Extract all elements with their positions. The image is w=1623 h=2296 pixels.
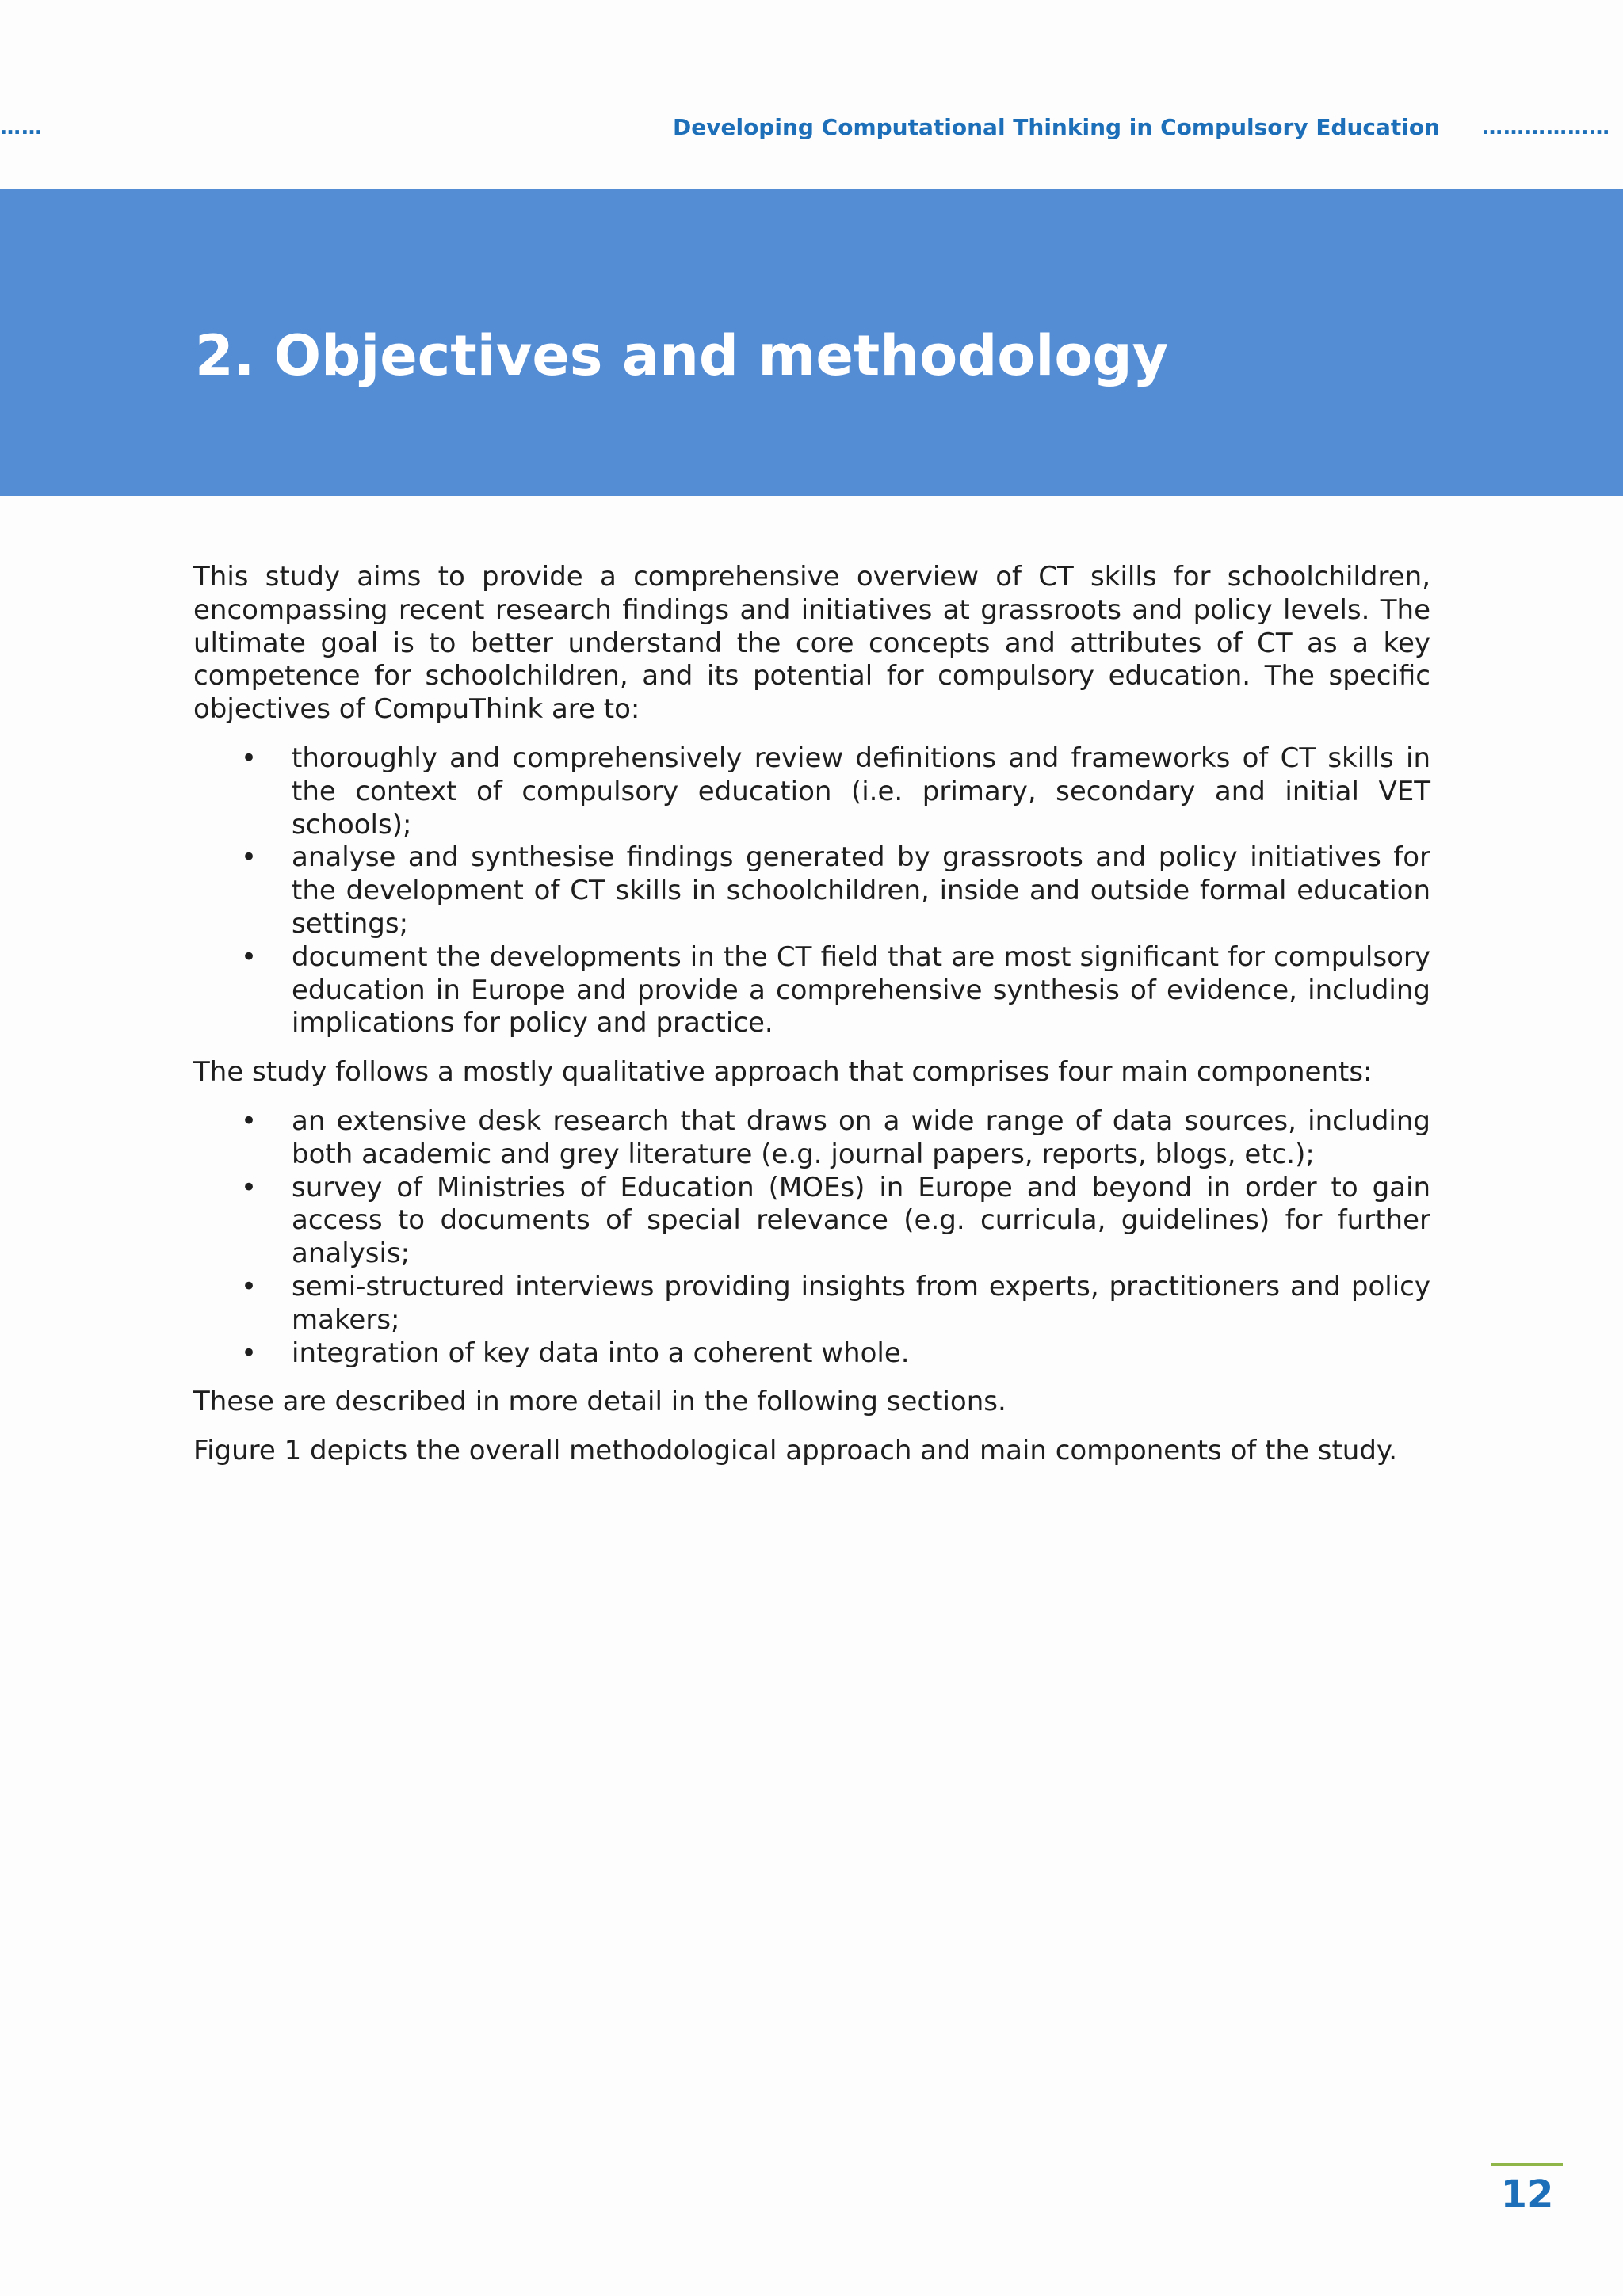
bullet-icon: • (241, 742, 258, 774)
components-list (193, 1105, 1430, 1370)
objectives-list (193, 742, 1430, 1040)
list-item-text: analyse and synthesise findings generated by grassroots and policy initiatives for the development of CT skills in schoolchildren, inside and outside formal education settings; (292, 841, 1430, 940)
bullet-icon: • (241, 841, 258, 874)
list-item (241, 841, 1430, 940)
page-number: 12 (1500, 2172, 1554, 2217)
chapter-title: 2. Objectives and methodology (195, 323, 1169, 388)
list-item-text: thoroughly and comprehensively review definitions and frameworks of CT skills in the context of compulsory education (i.e. primary, secondary and initial VET schools); (292, 742, 1430, 841)
header-dots-left: …… (0, 116, 43, 139)
list-item-text: integration of key data into a coherent whole. (292, 1337, 910, 1369)
figure-note: Figure 1 depicts the overall methodological approach and main components of the study. (193, 1435, 1398, 1467)
bullet-icon: • (241, 940, 258, 973)
list-item (241, 1104, 1430, 1172)
page-number-rule (1491, 2163, 1563, 2166)
detail-note: These are described in more detail in the following sections. (193, 1386, 1006, 1418)
bullet-icon: • (241, 1104, 258, 1137)
main-content (193, 561, 1430, 1484)
bullet-icon: • (241, 1171, 258, 1203)
list-item (241, 1270, 1430, 1337)
list-item-text: an extensive desk research that draws on a wide range of data sources, including both academic and grey literature (e.g. journal papers, reports, blogs, etc.); (292, 1104, 1430, 1170)
list-item-text: document the developments in the CT field that are most significant for compulsory education in Europe and provide a comprehensive synthesis of evidence, including implications for policy and practice. (292, 940, 1430, 1039)
approach-paragraph: The study follows a mostly qualitative approach that comprises four main components: (193, 1056, 1373, 1089)
running-header-title: Developing Computational Thinking in Compulsory Education (673, 114, 1441, 140)
header-dots-right: ……………… (1482, 116, 1610, 139)
list-item (241, 742, 1430, 841)
list-item-text: semi-structured interviews providing insights from experts, practitioners and policy makers; (292, 1270, 1430, 1336)
bullet-icon: • (241, 1337, 258, 1369)
intro-paragraph: This study aims to provide a comprehensive overview of CT skills for schoolchildren, encompassing recent research findings and initiatives at grassroots and policy levels. The ultimate goal is to better understand the core concepts and attributes of CT as a key competence for schoolchildren, and its potential for compulsory education. The specific objectives of CompuThink are to: (193, 561, 1430, 726)
list-item (241, 940, 1430, 1040)
list-item-text: survey of Ministries of Education (MOEs) in Europe and beyond in order to gain access to documents of special relevance (e.g. curricula, guidelines) for further analysis; (292, 1171, 1430, 1270)
list-item (241, 1171, 1430, 1271)
list-item (241, 1337, 1430, 1371)
bullet-icon: • (241, 1270, 258, 1302)
